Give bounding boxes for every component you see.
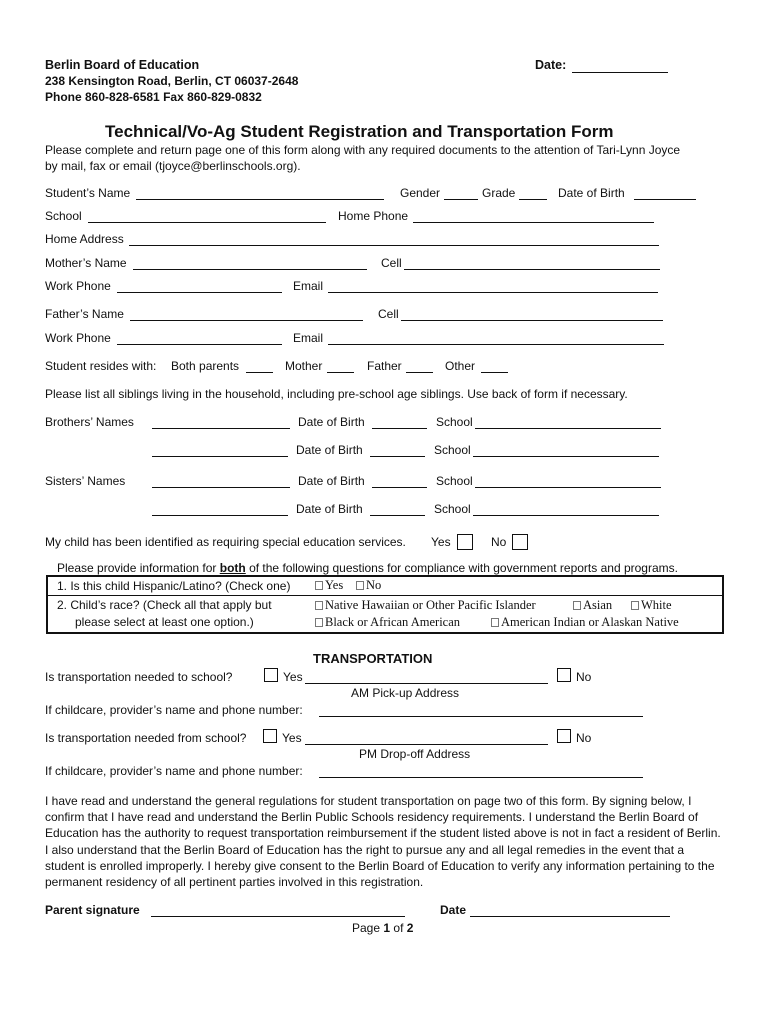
resides-both-label: Both parents [171,359,240,373]
grade-field[interactable] [519,187,547,200]
sister-1-dob-label: Date of Birth [298,474,365,488]
pm-dropoff-label: PM Drop-off Address [359,747,471,761]
compliance-pre: Please provide information for [57,561,220,575]
student-dob-label: Date of Birth [558,186,625,200]
mother-cell-field[interactable] [404,257,660,270]
sister-2-school-label: School [434,502,471,516]
sisters-label: Sisters’ Names [45,474,126,488]
siblings-instruction: Please list all siblings living in the household, including pre-school age siblings. Use back of form if necessary. [45,387,628,401]
am-childcare-field[interactable] [319,704,643,717]
special-ed-no-checkbox[interactable] [512,534,528,550]
special-ed-yes-checkbox[interactable] [457,534,473,550]
resides-mother-field[interactable] [327,360,354,373]
signature-date-label: Date [440,903,467,917]
signature-date-field[interactable] [470,904,670,917]
page-title: Technical/Vo-Ag Student Registration and Transportation Form [105,122,614,141]
father-work-phone-label: Work Phone [45,331,111,345]
sister-1-school-label: School [436,474,473,488]
page-number: Page 1 of 2 [352,921,414,935]
brother-1-dob-label: Date of Birth [298,415,365,429]
home-phone-label: Home Phone [338,209,409,223]
mother-email-label: Email [293,279,324,293]
gender-field[interactable] [444,187,478,200]
mother-work-phone-field[interactable] [117,280,282,293]
from-school-no-label: No [576,731,592,745]
race-black-checkbox[interactable] [315,618,323,627]
brother-2-dob-field[interactable] [370,444,425,457]
sister-1-name-field[interactable] [152,475,290,488]
mother-email-field[interactable] [328,280,658,293]
resides-father-field[interactable] [406,360,433,373]
org-address: 238 Kensington Road, Berlin, CT 06037-2648 [45,74,299,88]
mother-work-phone-label: Work Phone [45,279,111,293]
hispanic-yes-option[interactable]: Yes [315,578,343,593]
parent-signature-field[interactable] [151,904,405,917]
father-email-label: Email [293,331,324,345]
agreement-paragraph: I have read and understand the general regulations for student transportation on page two of this form. By signing below, I confirm that I have read and understand the Berlin Public Schools residency requirements. I understand the Berlin Board of Education has the authority to request transportation reimbursement if the student listed above is not in fact a resident of Berlin. I also understand that the Berlin Board of Education has the right to pursue any and all legal remedies in the event that a student is enrolled improperly. I hereby give consent to the Berlin Board of Education to verify any information pertaining to the permanent residency of all pertinent parties involved in this registration. [45,794,721,890]
race-white-option[interactable]: White [631,598,672,613]
special-ed-question: My child has been identified as requiring special education services. [45,535,406,549]
pm-childcare-field[interactable] [319,765,643,778]
sister-2-dob-field[interactable] [370,503,425,516]
brother-1-name-field[interactable] [152,416,290,429]
special-ed-no-label: No [491,535,507,549]
father-name-field[interactable] [130,308,363,321]
race-native-hawaiian-checkbox[interactable] [315,601,323,610]
race-black-option[interactable]: Black or African American [315,615,460,630]
special-ed-yes-label: Yes [431,535,451,549]
race-question-line-1: 2. Child’s race? (Check all that apply but [57,598,272,612]
compliance-instruction [57,561,678,575]
org-name: Berlin Board of Education [45,58,200,72]
school-field[interactable] [88,210,326,223]
resides-other-label: Other [445,359,476,373]
gender-label: Gender [400,186,441,200]
sister-1-school-field[interactable] [475,475,661,488]
from-school-yes-label: Yes [282,731,302,745]
org-phone: Phone 860-828-6581 Fax 860-829-0832 [45,90,262,104]
sister-2-name-field[interactable] [152,503,288,516]
transportation-heading: TRANSPORTATION [313,651,433,666]
to-school-question: Is transportation needed to school? [45,670,233,684]
resides-label: Student resides with: [45,359,157,373]
race-asian-checkbox[interactable] [573,601,581,610]
home-address-label: Home Address [45,232,124,246]
to-school-no-checkbox[interactable] [557,668,571,682]
intro-line-1: Please complete and return page one of this form along with any required documents to the attention of Tari-Lynn Joyce [45,143,681,157]
sister-2-school-field[interactable] [473,503,659,516]
brother-1-school-field[interactable] [475,416,661,429]
student-name-label: Student’s Name [45,186,131,200]
student-dob-field[interactable] [634,187,696,200]
compliance-post: of the following questions for compliance with government reports and programs. [245,561,678,575]
student-name-field[interactable] [136,187,384,200]
race-american-indian-option[interactable]: American Indian or Alaskan Native [491,615,679,630]
father-cell-label: Cell [378,307,399,321]
am-childcare-label: If childcare, provider’s name and phone number: [45,703,303,717]
father-cell-field[interactable] [401,308,663,321]
mother-name-label: Mother’s Name [45,256,127,270]
mother-name-field[interactable] [133,257,367,270]
father-name-label: Father’s Name [45,307,124,321]
sister-1-dob-field[interactable] [372,475,427,488]
intro-line-2: by mail, fax or email (tjoyce@berlinschools.org). [45,159,301,173]
home-address-field[interactable] [129,233,659,246]
home-phone-field[interactable] [413,210,654,223]
from-school-yes-checkbox[interactable] [263,729,277,743]
grade-label: Grade [482,186,516,200]
hispanic-yes-checkbox[interactable] [315,581,323,590]
race-question-line-2: please select at least one option.) [75,615,254,629]
to-school-yes-label: Yes [283,670,303,684]
hispanic-question: 1. Is this child Hispanic/Latino? (Check one) [57,579,291,593]
am-pickup-label: AM Pick-up Address [351,686,460,700]
race-white-checkbox[interactable] [631,601,639,610]
from-school-question: Is transportation needed from school? [45,731,247,745]
compliance-both: both [219,561,246,575]
am-pickup-address-field[interactable] [305,671,548,684]
school-label: School [45,209,82,223]
resides-both-field[interactable] [246,360,273,373]
father-email-field[interactable] [328,332,664,345]
resides-mother-label: Mother [285,359,323,373]
race-native-hawaiian-option[interactable]: Native Hawaiian or Other Pacific Islander [315,598,536,613]
from-school-no-checkbox[interactable] [557,729,571,743]
pm-dropoff-address-field[interactable] [305,732,548,745]
father-work-phone-field[interactable] [117,332,282,345]
parent-signature-label: Parent signature [45,903,140,917]
brothers-label: Brothers’ Names [45,415,134,429]
to-school-no-label: No [576,670,592,684]
date-label: Date: [535,58,567,72]
hispanic-no-option[interactable]: No [356,578,381,593]
brother-2-school-field[interactable] [473,444,659,457]
mother-cell-label: Cell [381,256,402,270]
race-american-indian-checkbox[interactable] [491,618,499,627]
brother-2-dob-label: Date of Birth [296,443,363,457]
brother-2-name-field[interactable] [152,444,288,457]
race-asian-option[interactable]: Asian [573,598,612,613]
brother-1-dob-field[interactable] [372,416,427,429]
hispanic-no-checkbox[interactable] [356,581,364,590]
brother-2-school-label: School [434,443,471,457]
brother-1-school-label: School [436,415,473,429]
pm-childcare-label: If childcare, provider’s name and phone number: [45,764,303,778]
to-school-yes-checkbox[interactable] [264,668,278,682]
sister-2-dob-label: Date of Birth [296,502,363,516]
date-field[interactable] [572,60,668,73]
resides-other-field[interactable] [481,360,508,373]
resides-father-label: Father [367,359,402,373]
